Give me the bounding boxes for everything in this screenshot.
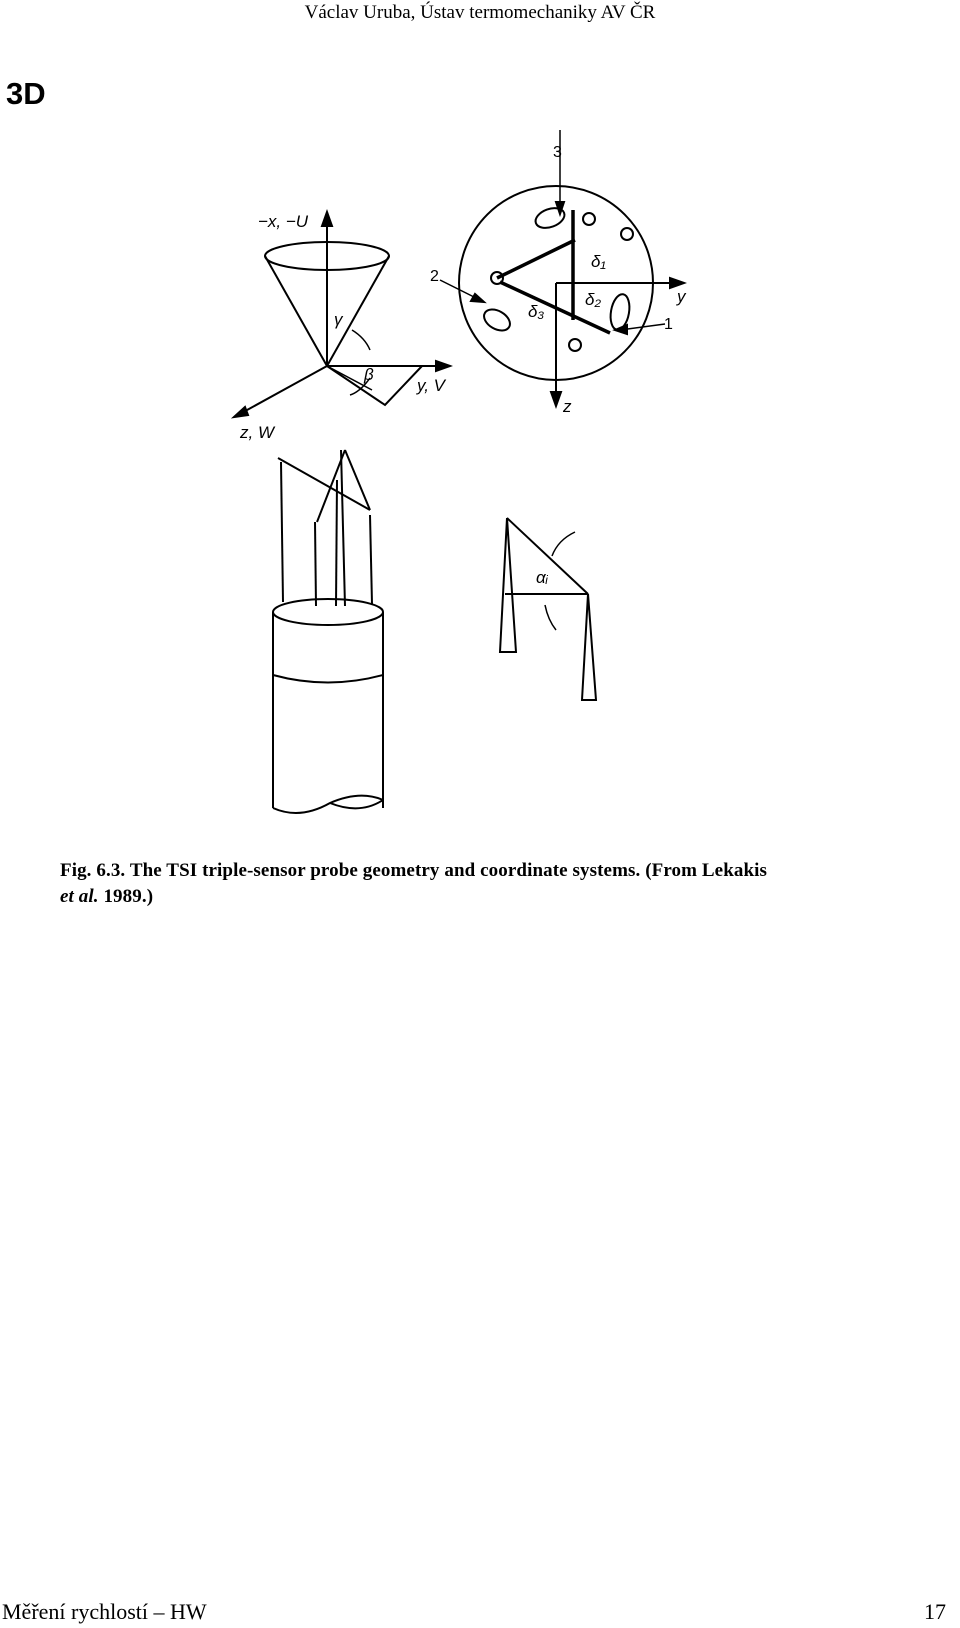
page-number: 17 (924, 1599, 946, 1624)
label-delta3: δ₃ (528, 302, 545, 321)
probe-top-view (440, 130, 684, 406)
label-y-v: y, V (417, 376, 446, 395)
figure-caption (60, 858, 920, 910)
caption-label: Fig. 6.3. (60, 860, 126, 881)
caption-author-etal: et al. (60, 886, 99, 907)
section-heading: 3D (6, 76, 46, 111)
caption-year: 1989.) (103, 886, 154, 907)
arrow-down-left-icon (234, 407, 248, 417)
label-sensor-1: 1 (664, 316, 673, 333)
label-delta1: δ₁ (591, 252, 606, 271)
wire-angle-detail (500, 518, 596, 700)
probe-body-drawing (273, 450, 383, 813)
page-header: Václav Uruba, Ústav termomechaniky AV ČR (304, 2, 656, 23)
caption-text: The TSI triple-sensor probe geometry and coordinate systems. (From Lekakis (129, 860, 768, 881)
label-delta2: δ₂ (585, 290, 601, 309)
arrow-right-icon (436, 361, 450, 371)
label-z-axis: z (563, 397, 572, 416)
label-z-w: z, W (240, 423, 274, 442)
label-sensor-2: 2 (430, 268, 439, 285)
label-sensor-3: 3 (553, 144, 562, 161)
arrow-up-icon (322, 212, 332, 226)
label-y-axis: y (677, 287, 686, 306)
label-alpha-i: αᵢ (536, 568, 548, 587)
footer-title: Měření rychlostí – HW (2, 1599, 207, 1624)
label-gamma: γ (334, 310, 343, 329)
arrow-down-icon (551, 392, 561, 406)
label-beta: β (364, 365, 374, 384)
label-neg-x-u: −x, −U (258, 212, 309, 231)
